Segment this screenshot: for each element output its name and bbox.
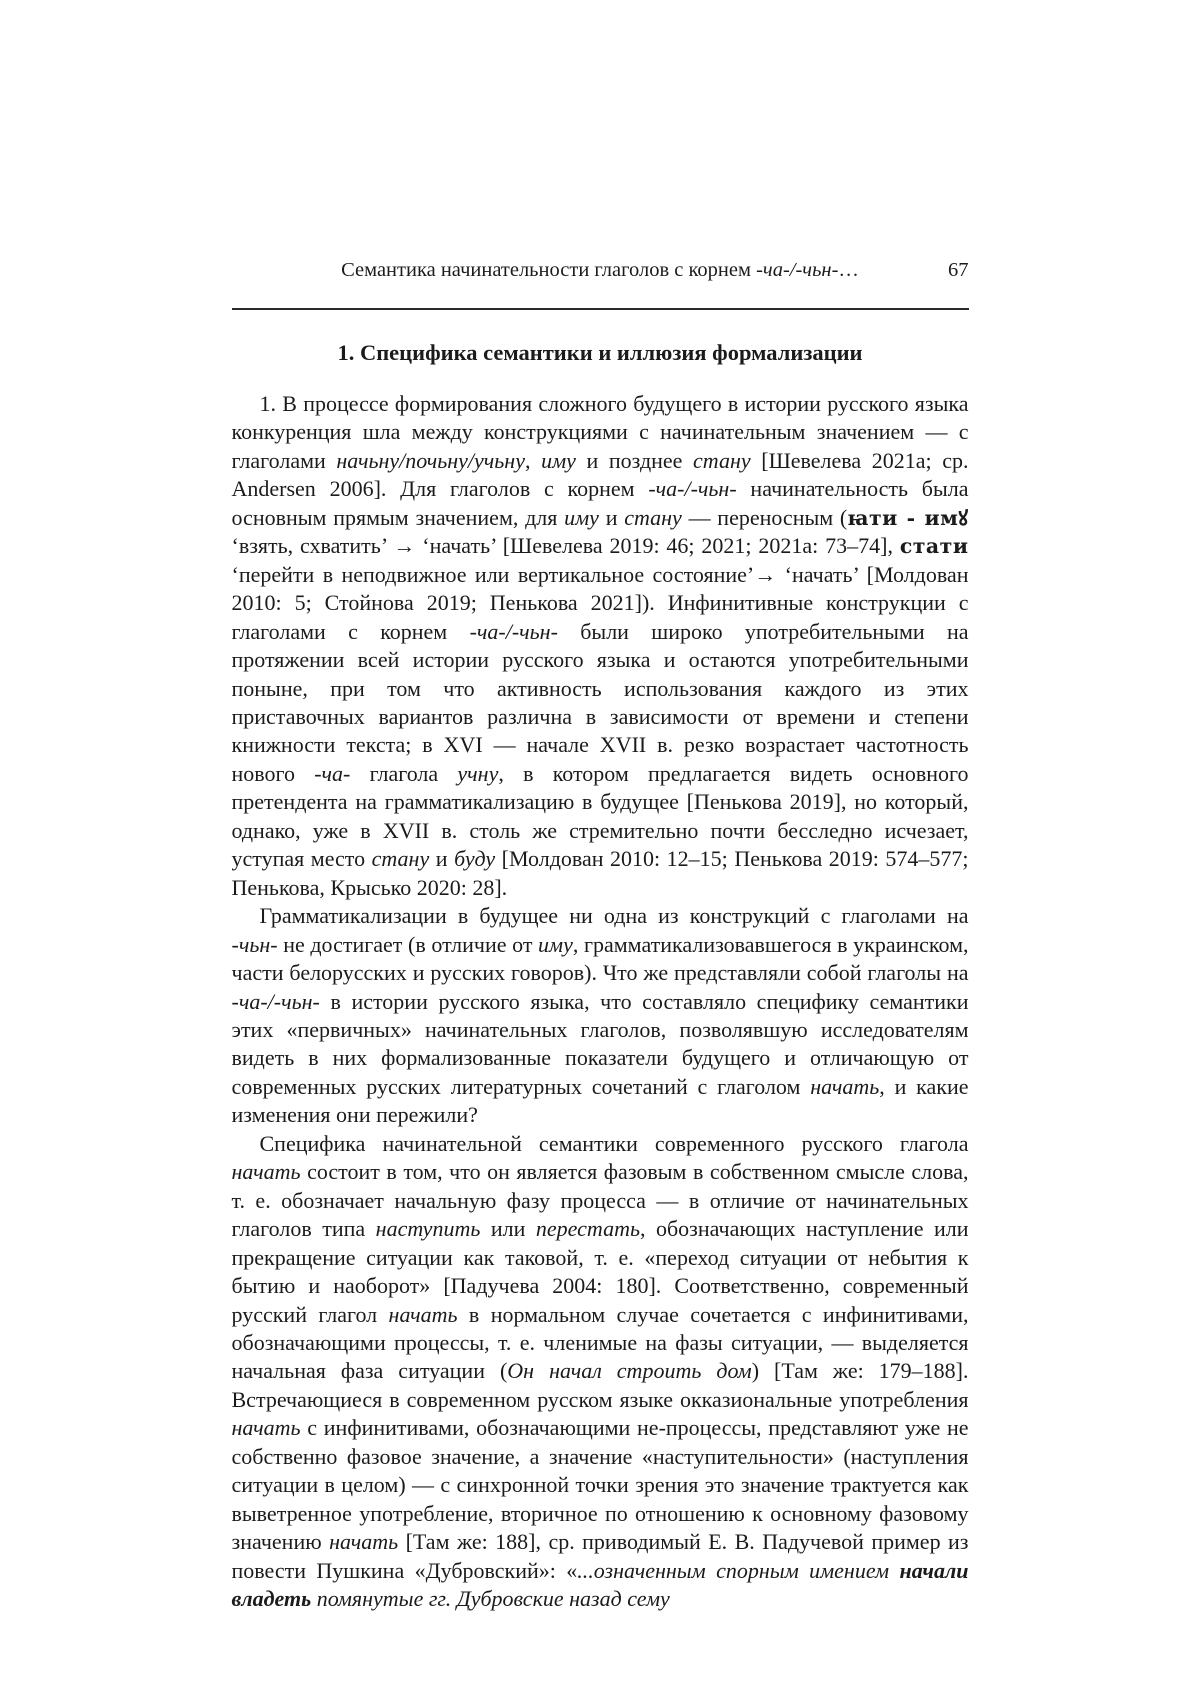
text-run: перестать — [535, 1216, 640, 1242]
text-run: [Там же: 188], ср. приводимый Е. В. Падучевой пример из повести Пушкина «Дубровский»: « — [231, 1529, 969, 1583]
text-run: учну — [457, 760, 499, 786]
text-run: начать — [388, 1301, 458, 1327]
running-head — [232, 258, 969, 282]
text-run: иму — [564, 504, 599, 530]
text-run: или — [480, 1216, 536, 1242]
article-body — [232, 390, 969, 1613]
text-run: Специфика начинательной семантики современного русского глагола — [259, 1130, 969, 1156]
text-run: ꙗти - имꙋ — [847, 505, 969, 530]
text-run: и — [598, 504, 625, 530]
text-run: -ча- — [314, 760, 351, 786]
text-run: начать — [231, 1159, 301, 1185]
text-run: , в котором предлагается видеть основного претендента на грамматикализацию в будущее [Пенькова 2019], но который, однако, уже в XVII в. столь же стремительно почти бесследно исчезает, уступая место — [231, 760, 969, 872]
text-run: начать — [329, 1529, 399, 1555]
text-run: , грамматикализовавшегося в украинском, части белорусских и русских говоров). Что же представляли собой глаголы на — [231, 931, 969, 986]
text-run: не достигает (в отличие от — [277, 931, 539, 957]
text-run: , и какие изменения они пережили? — [231, 1073, 969, 1128]
text-run: ) [Там же: 179–188]. Встречающиеся в современном русском языке окказиональные употребления — [231, 1358, 969, 1412]
text-run: Грамматикализации в будущее ни одна из конструкций с глаголами на — [259, 903, 969, 929]
paragraph — [232, 902, 969, 1130]
text-run: ‘взять, схватить’ → ‘начать’ [Шевелева 2019: 46; 2021; 2021а: 73–74], — [231, 533, 900, 559]
text-run: с инфинитивами, обозначающими не-процессы, представляют уже не собственно фазовое значение, а значение «наступительности» (наступления ситуации в целом) — с синхронной точки зрения это значение трактуется как выветренное употребление, вторичное по отношению к основному фазовому значению — [231, 1415, 969, 1555]
text-run: иму — [538, 931, 573, 957]
text-run: ‘перейти в неподвижное или вертикальное состояние’→ ‘начать’ [Молдован 2010: 5; Стойнова 2019; Пенькова 2021]). Инфинитивные конструкции с глаголами с корнем — [231, 561, 969, 644]
text-run: начали владеть — [231, 1557, 969, 1612]
text-run: стати — [899, 534, 969, 559]
paragraph — [232, 1130, 969, 1614]
text-run: — переносным ( — [681, 504, 848, 530]
text-run: -ча-/-чьн- — [756, 259, 839, 281]
text-run: -ча-/-чьн- — [231, 988, 320, 1014]
text-run: буду — [454, 846, 496, 872]
text-run: [Шевелева 2021а; ср. Andersen 2006]. Для глаголов с корнем — [231, 447, 969, 502]
text-run: иму — [541, 447, 576, 473]
text-run: в истории русского языка, что составляло специфику семантики этих «первичных» начинательных глаголов, позволявшую исследователям видеть в них формализованные показатели будущего и отличающую от современных русских литературных сочетаний с глаголом — [231, 988, 969, 1099]
text-run: начать — [810, 1073, 880, 1099]
text-run: ...означенным спорным имением — [577, 1557, 900, 1583]
text-run: -ча-/-чьн- — [648, 476, 737, 502]
text-run: были широко употребительными на протяжении всей истории русского языка и остаются употребительными поныне, при том что активность использования каждого из этих приставочных вариантов различна в зависимости от времени и степени книжности текста; в XVI — начале XVII в. резко возрастает частотность нового — [231, 618, 969, 786]
text-run: , — [524, 447, 542, 473]
paragraph — [232, 390, 969, 902]
text-run: Он начал строить дом — [507, 1358, 752, 1384]
running-head-title — [341, 259, 859, 281]
text-run: -чьн- — [231, 931, 278, 957]
text-run: начать — [231, 1415, 301, 1441]
text-run: 1. В процессе формирования сложного будущего в истории русского языка конкуренция шла между конструкциями с начинательным значением — с глаголами — [231, 391, 969, 473]
text-run: Семантика начинательности глаголов с корнем — [341, 259, 757, 281]
text-run: [Молдован 2010: 12–15; Пенькова 2019: 574–577; Пенькова, Крысько 2020: 28]. — [231, 846, 969, 900]
section-title: 1. Специфика семантики и иллюзия формализации — [337, 340, 863, 365]
text-run: и — [429, 846, 455, 872]
text-run: стану — [624, 504, 682, 530]
text-run: стану — [371, 846, 430, 872]
text-run: , обозначающих наступление или прекращение ситуации как таковой, т. е. «переход ситуации от небытия к бытию и наоборот» [Падучева 2004: 180]. Соответственно, современный русский глагол — [231, 1216, 969, 1327]
text-run: начьну/почьну/учьну — [336, 447, 525, 473]
text-run: стану — [693, 447, 751, 473]
page-number: 67 — [948, 259, 969, 281]
text-column — [232, 0, 969, 1613]
text-run: … — [838, 259, 859, 281]
text-run: и позднее — [575, 447, 694, 473]
text-run: начинательность была основным прямым значением, для — [231, 476, 969, 530]
text-run: в нормальном случае сочетается с инфинитивами, обозначающими процессы, т. е. членимые на фазы ситуации, — выделяется начальная фаза ситуации ( — [231, 1301, 969, 1384]
text-run: глагола — [350, 760, 458, 786]
text-run: помянутые гг. Дубровские назад сему — [311, 1586, 670, 1612]
text-run: наступить — [375, 1216, 481, 1242]
text-run: состоит в том, что он является фазовым в собственном смысле слова, т. е. обозначает начальную фазу процесса — в отличие от начинательных глаголов типа — [231, 1159, 969, 1242]
text-run: -ча-/-чьн- — [469, 618, 558, 644]
header-rule — [232, 308, 969, 310]
